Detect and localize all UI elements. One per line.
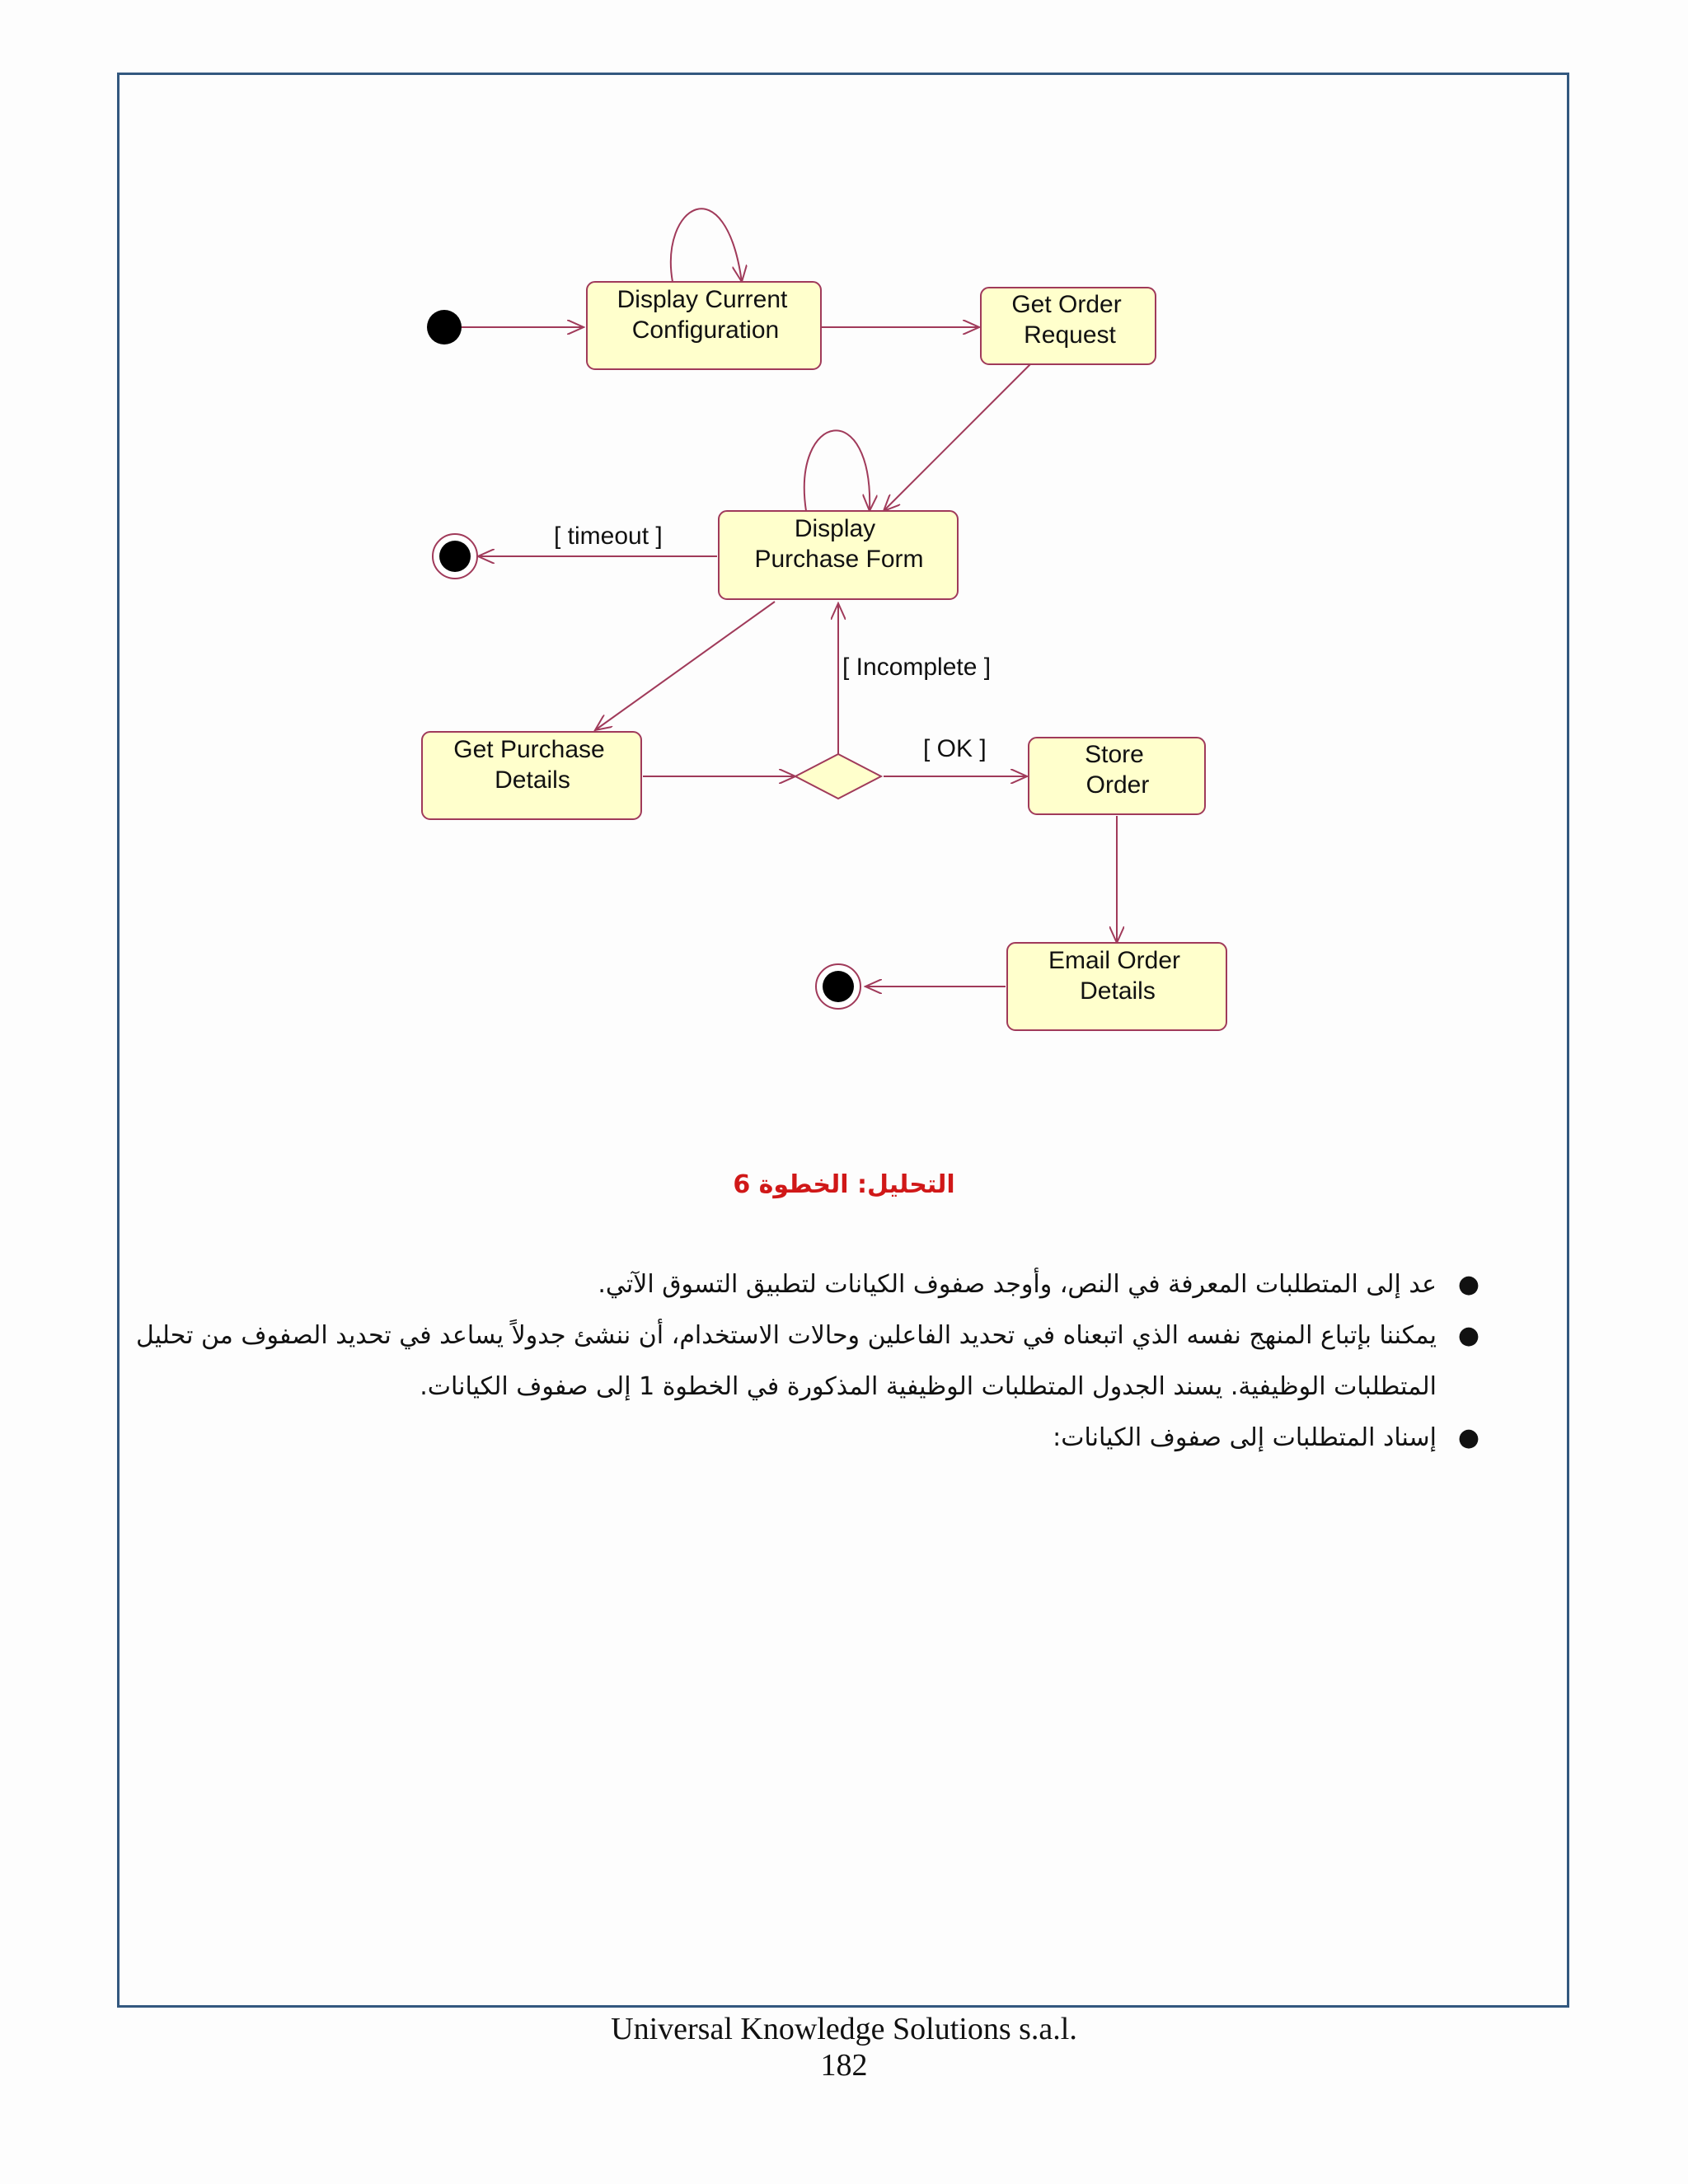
self-loop-display-config xyxy=(671,209,742,282)
guard-timeout: [ timeout ] xyxy=(554,523,663,550)
decision-node xyxy=(795,754,881,799)
final-node-timeout xyxy=(433,534,477,579)
state-email-order-details xyxy=(1007,943,1226,1030)
section-heading: التحليل: الخطوة 6 xyxy=(733,1170,955,1199)
state-label-line2: Order xyxy=(1085,771,1150,799)
bullet-list xyxy=(118,1259,1479,1464)
transition-order-request-to-purchase-form xyxy=(884,364,1030,511)
state-label-line1: Display Current xyxy=(617,286,788,313)
state-diagram xyxy=(0,0,1688,1071)
transition-purchase-form-to-purchase-details xyxy=(595,602,775,730)
bullet-icon: ● xyxy=(1457,1321,1479,1350)
bullet-icon: ● xyxy=(1457,1423,1479,1452)
state-label-line2: Details xyxy=(1080,977,1156,1005)
bullet-item xyxy=(118,1310,1479,1413)
state-label-line2: Request xyxy=(1024,321,1116,349)
guard-ok: [ OK ] xyxy=(923,735,987,762)
state-label-line1: Get Purchase xyxy=(453,736,605,763)
state-label-line2: Configuration xyxy=(631,316,780,344)
bullet-item xyxy=(118,1413,1479,1464)
state-label-line1: Display xyxy=(794,515,876,542)
state-display-purchase-form xyxy=(719,511,958,599)
state-label-line1: Store xyxy=(1085,741,1144,768)
state-label-line1: Get Order xyxy=(1011,291,1122,318)
state-label-line2: Purchase Form xyxy=(754,546,924,573)
state-get-order-request xyxy=(981,288,1156,364)
self-loop-purchase-form xyxy=(804,430,870,511)
bullet-text: عد إلى المتطلبات المعرفة في النص، وأوجد صفوف الكيانات لتطبيق التسوق الآتي. xyxy=(598,1270,1437,1299)
state-display-current-configuration xyxy=(587,282,821,369)
bullet-text: إسناد المتطلبات إلى صفوف الكيانات: xyxy=(1053,1423,1437,1452)
bullet-icon: ● xyxy=(1457,1270,1479,1299)
final-node-end xyxy=(816,964,860,1009)
initial-node xyxy=(427,310,462,344)
state-label-line1: Email Order xyxy=(1048,947,1181,974)
footer-organization: Universal Knowledge Solutions s.a.l. xyxy=(611,2012,1077,2046)
bullet-item xyxy=(118,1259,1479,1310)
bullet-text: يمكننا بإتباع المنهج نفسه الذي اتبعناه في تحديد الفاعلين وحالات الاستخدام، أن ننشئ جدولاً يساعد في تحديد الصفوف من تحليل المتطلبات الوظيفية. يسند الجدول المتطلبات الوظيفية المذكورة في الخطوة 1 إلى صفوف الكيانات. xyxy=(136,1321,1437,1401)
state-store-order xyxy=(1029,738,1205,814)
page-number: 182 xyxy=(820,2048,868,2083)
state-label-line2: Details xyxy=(495,766,570,794)
guard-incomplete: [ Incomplete ] xyxy=(842,654,992,681)
state-get-purchase-details xyxy=(422,732,641,819)
